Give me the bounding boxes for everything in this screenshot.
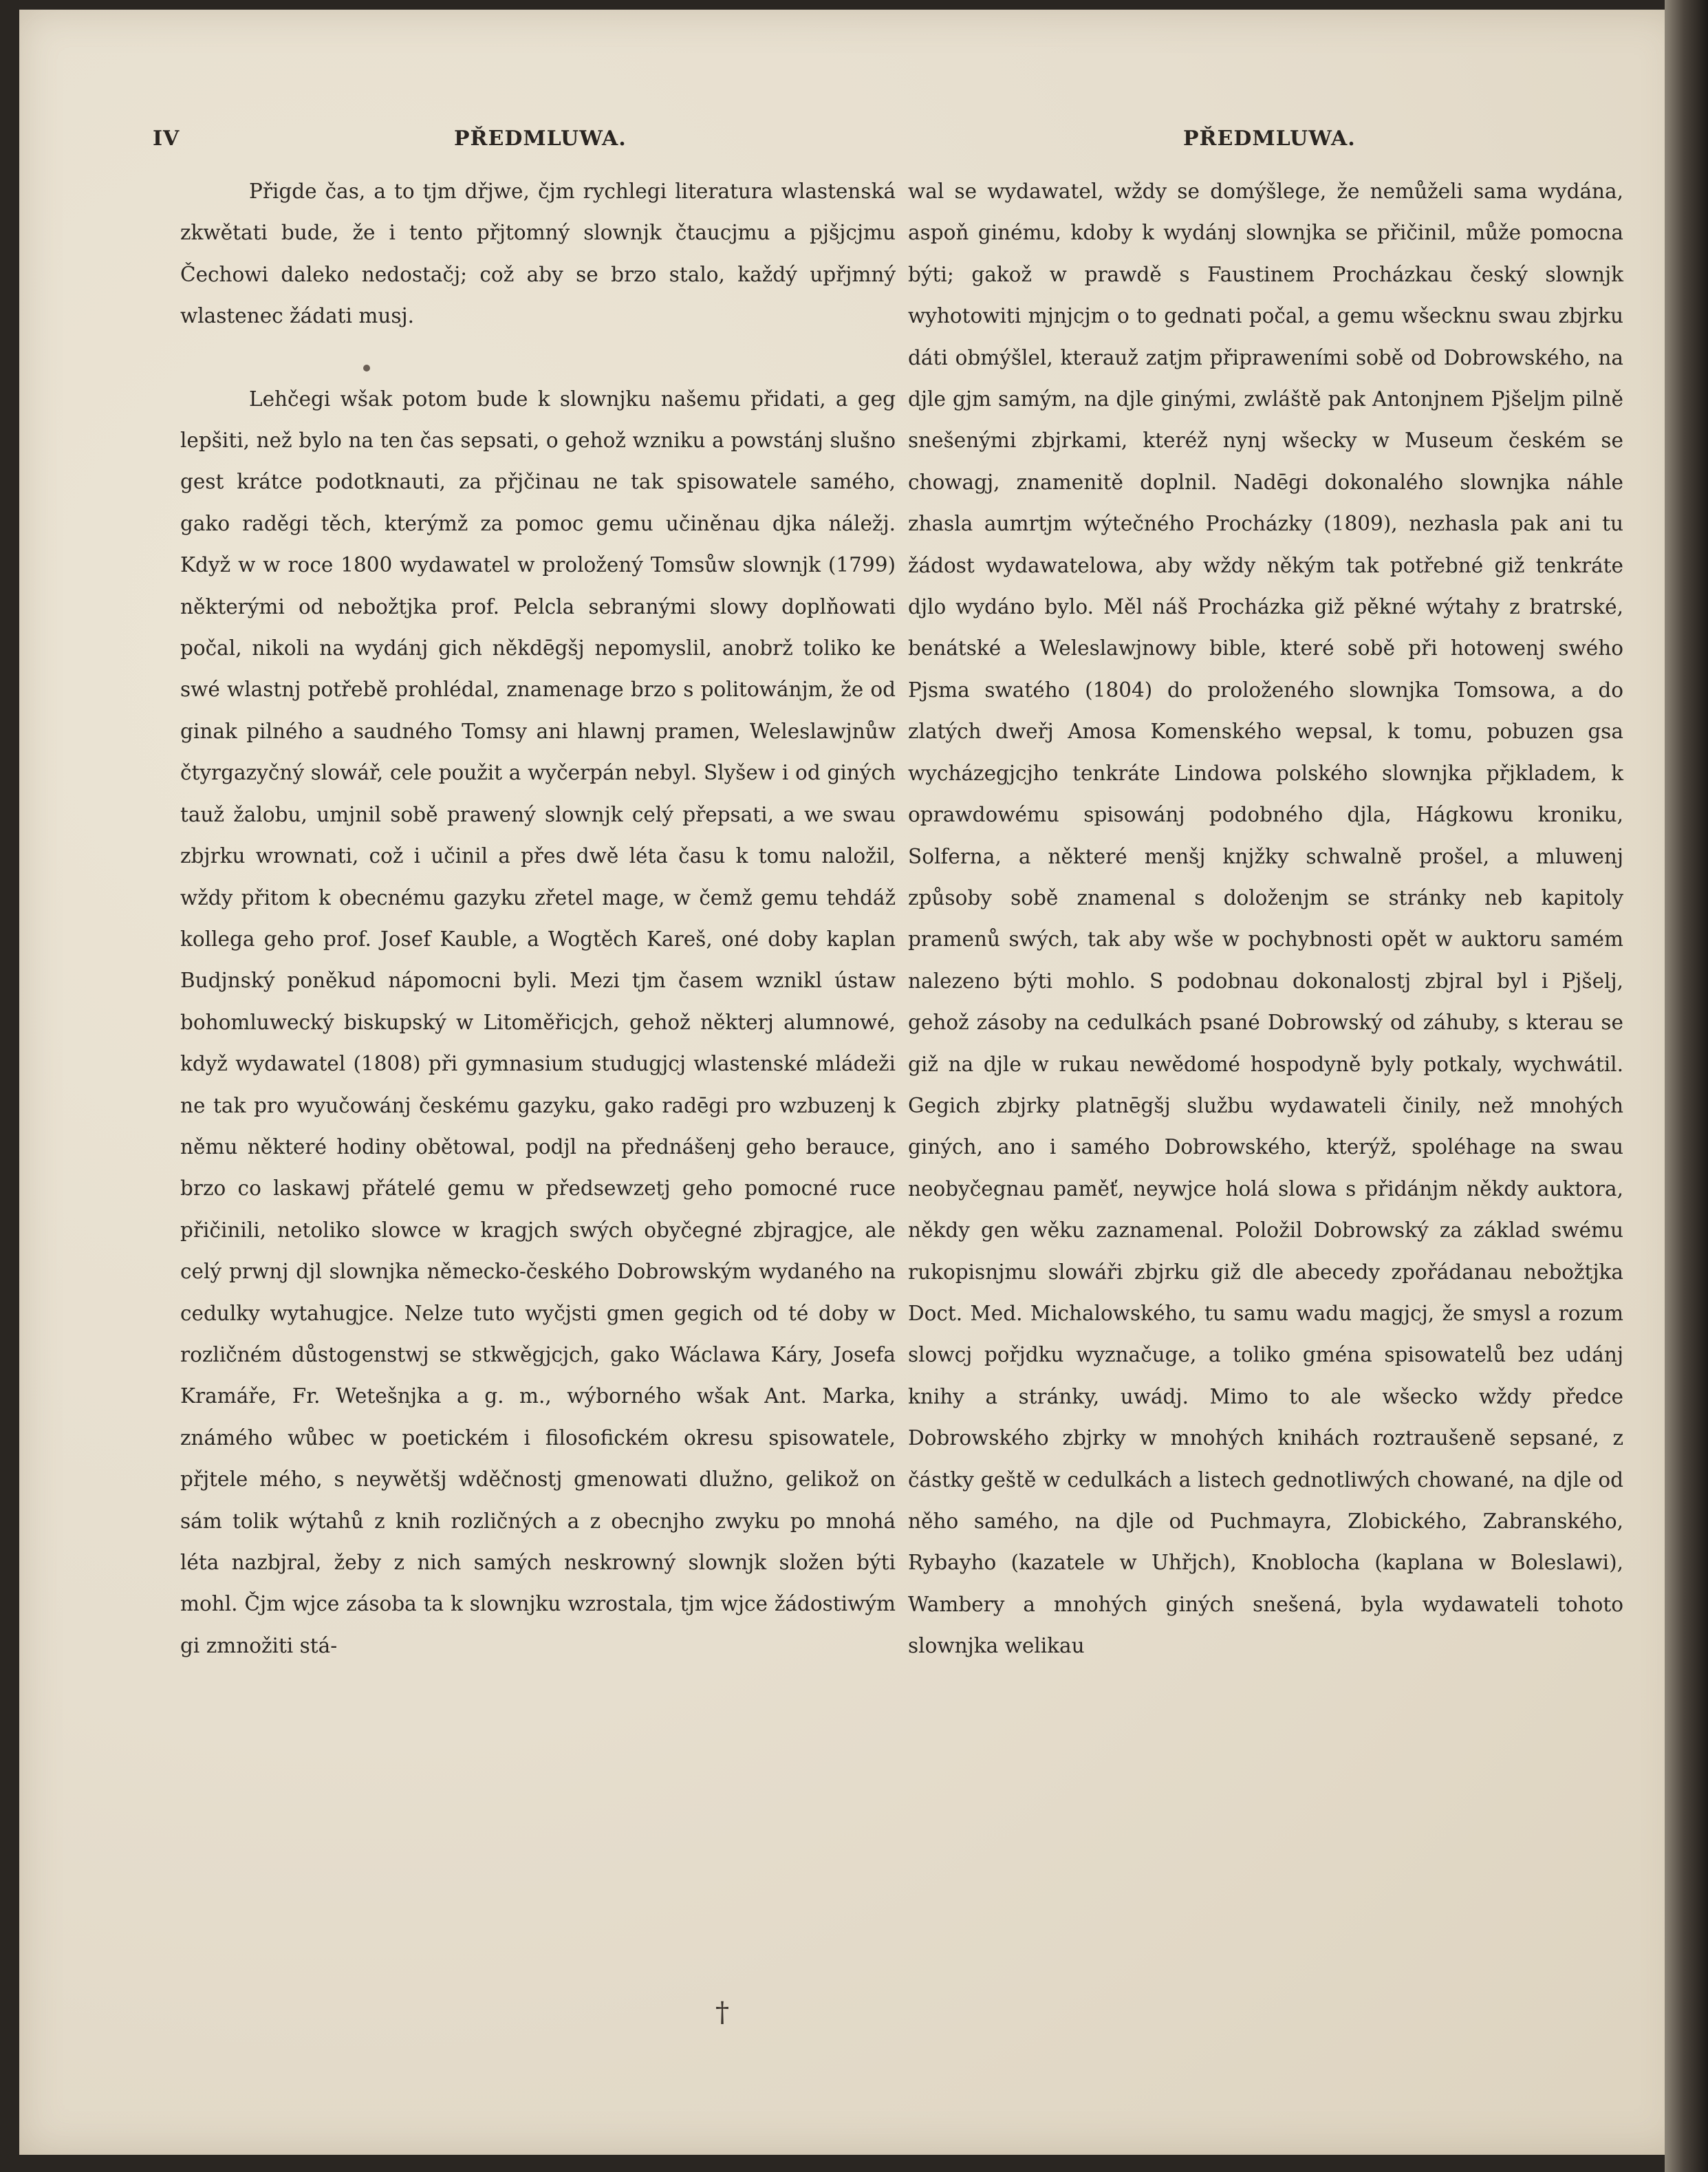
running-title-right: PŘEDMLUWA. (1183, 127, 1356, 151)
signature-mark: † (715, 1997, 729, 2028)
paragraph-1: Přigde čas, a to tjm dřjwe, čjm rychlegi literatura wlastenská zkwětati bude, že i tento přjtomný slownjk čtaucjmu a pjšjcjmu Čechowi daleko nedostačj; což aby se brzo stalo, každý upřjmný wlastenec žádati musj. (180, 180, 896, 328)
left-column (180, 171, 896, 1666)
page-number: IV (153, 127, 180, 151)
page-edge-shadow (1665, 0, 1708, 2172)
paragraph-continued: wal se wydawatel, wždy se domýšlege, že nemůželi sama wydána, aspoň ginému, kdoby k wydánj slownjka se přičinil, může pomocna býti; gakož w prawdě s Faustinem Procházkau český slownjk wyhotowiti mjnjcjm o to gednati počal, a gemu wšecknu swau zbjrku dáti obmýšlel, kterauž zatjm připraweními sobě od Dobrowského, na djle gjm samým, na djle ginými, zwláště pak Antonjnem Pjšeljm pilně snešenými zbjrkami, kteréž nynj wšecky w Museum českém se chowagj, znamenitě doplnil. Nadēgi dokonalého slownjka náhle zhasla aumrtjm wýtečného Procházky (1809), nezhasla pak ani tu žádost wydawatelowa, aby wždy někým tak potřebné giž tenkráte djlo wydáno bylo. Měl náš Procházka giž pěkné wýtahy z bratrské, benátské a Weleslawjnowy bible, které sobě při hotowenj swého Pjsma swatého (1804) do proloženého slownjka Tomsowa, a do zlatých dweřj Amosa Komenského wepsal, k tomu, pobuzen gsa wycházegjcjho tenkráte Lindowa polského slownjka přjkladem, k oprawdowému spisowánj podobného djla, Hágkowu kroniku, Solferna, a některé menšj knjžky schwalně prošel, a mluwenj způsoby sobě znamenal s doloženjm se stránky neb kapitoly pramenů swých, tak aby wše w pochybnosti opět w auktoru samém nalezeno býti mohlo. S podobnau dokonalostj zbjral byl i Pjšelj, gehož zásoby na cedulkách psané Dobrowský od záhuby, s kterau se giž na djle w rukau newědomé hospodyně byly potkaly, wychwátil. Gegich zbjrky platnēgšj službu wydawateli činily, než mnohých giných, ano i samého Dobrowského, kterýž, spoléhage na swau neobyčegnau paměť, neywjce holá slowa s přidánjm někdy auktora, někdy gen wěku zaznamenal. Položil Dobrowský za základ swému rukopisnjmu slowáři zbjrku giž dle abecedy zpořádanau nebožtjka Doct. Med. Michalowského, tu samu wadu magjcj, že smysl a rozum slowcj pořjdku wyznačuge, a toliko gména spisowatelů bez udánj knihy a stránky, uwádj. Mimo to ale wšecko wždy předce Dobrowského zbjrky w mnohých knihách roztraušeně sepsané, z částky geště w cedulkách a listech gednotliwých chowané, na djle od něho samého, na djle od Puchmayra, Zlobického, Zabranského, Rybayho (kazatele w Uhřjch), Knoblocha (kaplana w Boleslawi), Wambery a mnohých giných snešená, byla wydawateli tohoto slownjka welikau (908, 180, 1623, 1658)
paragraph-2: Lehčegi wšak potom bude k slownjku našemu přidati, a geg lepšiti, než bylo na ten čas sepsati, o gehož wzniku a powstánj slušno gest krátce podotknauti, za přjčinau ne tak spisowatele samého, gako raděgi těch, kterýmž za pomoc gemu učiněnau djka náležj. Když w w roce 1800 wydawatel w proložený Tomsůw slownjk (1799) některými od nebožtjka prof. Pelcla sebranými slowy doplňowati počal, nikoli na wydánj gich někdēgšj nepomyslil, anobrž toliko ke swé wlastnj potřebě prohlédal, znamenage brzo s politowánjm, že od ginak pilného a saudného Tomsy ani hlawnj pramen, Weleslawjnůw čtyrgazyčný slowář, cele použit a wyčerpán nebyl. Slyšew i od giných tauž žalobu, umjnil sobě prawený slownjk celý přepsati, a we swau zbjrku wrownati, což i učinil a přes dwě léta času k tomu naložil, wždy přitom k obecnému gazyku zřetel mage, w čemž gemu tehdáž kollega geho prof. Josef Kauble, a Wogtěch Kareš, oné doby kaplan Budjnský poněkud nápomocni byli. Mezi tjm časem wznikl ústaw bohomluwecký biskupský w Litoměřicjch, gehož některj alumnowé, když wydawatel (1808) při gymnasium studugjcj wlastenské mládeži ne tak pro wyučowánj českému gazyku, gako radēgi pro wzbuzenj k němu některé hodiny obětowal, podjl na přednášenj geho berauce, brzo co laskawj přátelé gemu w předsewzetj geho pomocné ruce přičinili, netoliko slowce w kragjch swých obyčegné zbjragjce, ale celý prwnj djl slownjka německo-českého Dobrowským wydaného na cedulky wytahugjce. Nelze tuto wyčjsti gmen gegich od té doby w rozličném důstogenstwj se stkwěgjcjch, gako Wáclawa Káry, Josefa Kramáře, Fr. Wetešnjka a g. m., wýborného wšak Ant. Marka, známého wůbec w poetickém i filosofickém okresu spisowatele, přjtele mého, s neywětšj wděčnostj gmenowati dlužno, gelikož on sám tolik wýtahů z knih rozličných a z obecnjho zwyku po mnohá léta nazbjral, žeby z nich samých neskrowný slownjk složen býti mohl. Čjm wjce zásoba ta k slownjku wzrostala, tjm wjce žádostiwým gi zmnožiti stá- (180, 387, 896, 1657)
ink-dot (363, 365, 370, 372)
right-column (908, 171, 1623, 1667)
paragraph-gap (180, 337, 896, 378)
running-title-left: PŘEDMLUWA. (454, 127, 627, 151)
